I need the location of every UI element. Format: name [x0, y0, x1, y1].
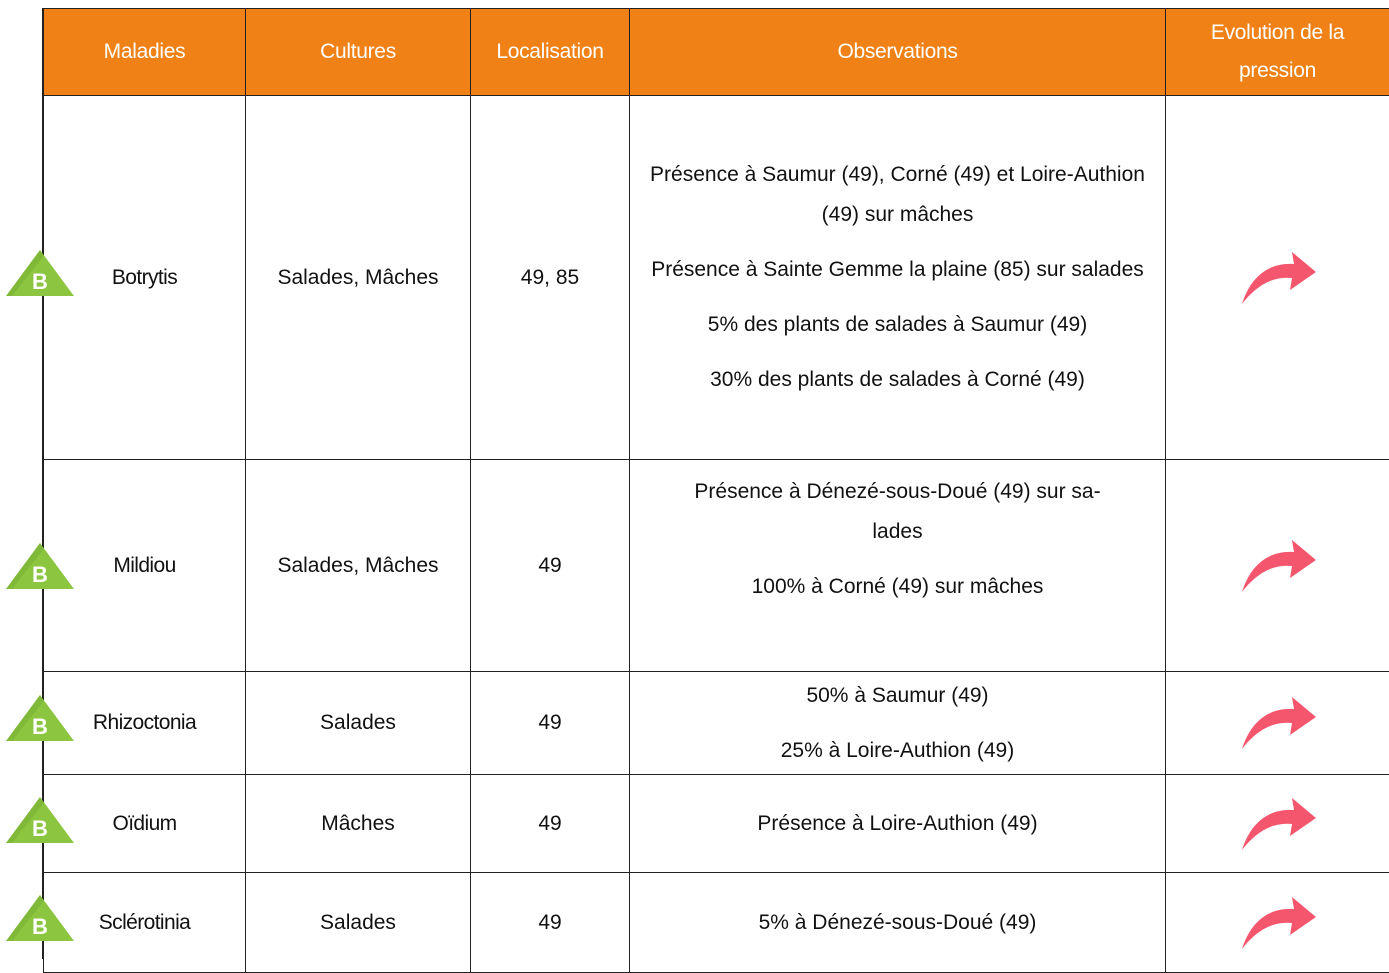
disease-name: Sclérotinia — [44, 873, 246, 973]
badge-letter: B — [32, 816, 48, 841]
observation-line: 5% à Dénezé-sous-Doué (49) — [630, 903, 1165, 943]
badge-letter: B — [32, 914, 48, 939]
table-header-row — [44, 9, 1389, 96]
table-row — [44, 873, 1389, 973]
location-cell: 49 — [471, 873, 630, 973]
badge-letter: B — [32, 562, 48, 587]
badge-letter: B — [32, 269, 48, 294]
biocontrol-badge-icon — [4, 248, 76, 298]
pressure-trend-cell — [1166, 873, 1389, 973]
badge-letter: B — [32, 714, 48, 739]
disease-table — [43, 8, 1389, 973]
curved-arrow-up-right-icon — [1238, 693, 1318, 753]
location-cell: 49 — [471, 775, 630, 873]
observations-cell — [630, 775, 1166, 873]
crops-cell: Salades — [246, 873, 471, 973]
table-row — [44, 775, 1389, 873]
biocontrol-badge-icon — [4, 893, 76, 943]
location-cell: 49 — [471, 460, 630, 672]
pressure-trend-cell — [1166, 775, 1389, 873]
observations-cell — [630, 873, 1166, 973]
observation-line: 100% à Corné (49) sur mâches — [630, 567, 1165, 607]
observation-line: 30% des plants de salades à Corné (49) — [630, 360, 1165, 400]
pressure-trend-cell — [1166, 672, 1389, 775]
observation-line: Présence à Dénezé-sous-Doué (49) sur sa-lades — [630, 472, 1165, 552]
crops-cell: Mâches — [246, 775, 471, 873]
header-cultures: Cultures — [246, 9, 471, 96]
table-row — [44, 96, 1389, 460]
table-row — [44, 460, 1389, 672]
observation-line: 25% à Loire-Authion (49) — [630, 731, 1165, 771]
curved-arrow-up-right-icon — [1238, 536, 1318, 596]
crops-cell: Salades, Mâches — [246, 460, 471, 672]
biocontrol-badge-icon — [4, 541, 76, 591]
biocontrol-badge-icon — [4, 795, 76, 845]
crops-cell: Salades, Mâches — [246, 96, 471, 460]
observation-line: 50% à Saumur (49) — [630, 676, 1165, 716]
observation-line: Présence à Sainte Gemme la plaine (85) sur salades — [630, 250, 1165, 290]
observations-cell — [630, 672, 1166, 775]
header-maladies: Maladies — [44, 9, 246, 96]
disease-name: Mildiou — [44, 460, 246, 672]
header-localisation: Localisation — [471, 9, 630, 96]
pressure-trend-cell — [1166, 96, 1389, 460]
observation-line: Présence à Saumur (49), Corné (49) et Loire-Authion (49) sur mâches — [630, 155, 1165, 235]
pressure-trend-cell — [1166, 460, 1389, 672]
location-cell: 49 — [471, 672, 630, 775]
table-row — [44, 672, 1389, 775]
biocontrol-badge-icon — [4, 693, 76, 743]
disease-name: Botrytis — [44, 96, 246, 460]
observations-cell — [630, 96, 1166, 460]
header-evolution-pression: Evolution de la pression — [1166, 9, 1389, 96]
disease-name: Oïdium — [44, 775, 246, 873]
observations-cell — [630, 460, 1166, 672]
curved-arrow-up-right-icon — [1238, 248, 1318, 308]
curved-arrow-up-right-icon — [1238, 794, 1318, 854]
disease-name: Rhizoctonia — [44, 672, 246, 775]
header-observations: Observations — [630, 9, 1166, 96]
observation-line: 5% des plants de salades à Saumur (49) — [630, 305, 1165, 345]
location-cell: 49, 85 — [471, 96, 630, 460]
observation-line: Présence à Loire-Authion (49) — [630, 804, 1165, 844]
crops-cell: Salades — [246, 672, 471, 775]
curved-arrow-up-right-icon — [1238, 893, 1318, 953]
